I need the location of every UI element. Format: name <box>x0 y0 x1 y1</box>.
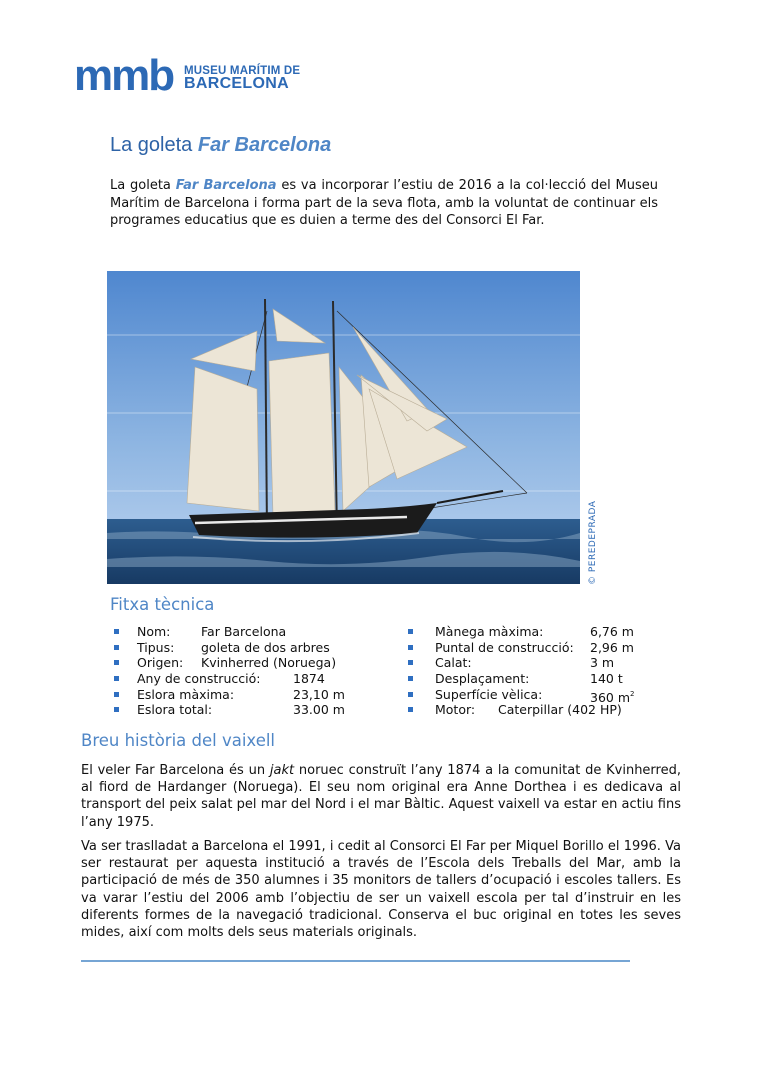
intro-before: La goleta <box>110 178 176 193</box>
spec-item <box>408 624 668 640</box>
bullet-icon <box>408 645 413 650</box>
bullet-icon <box>408 707 413 712</box>
spec-value: goleta de dos arbres <box>201 639 330 655</box>
spec-item <box>114 640 394 656</box>
title-ship-name: Far Barcelona <box>197 134 332 156</box>
spec-label: Tipus: <box>137 639 175 655</box>
spec-value-superscript: 2 <box>630 689 635 698</box>
bullet-icon <box>408 676 413 681</box>
logo-line1: MUSEU MARÍTIM DE <box>184 65 301 77</box>
spec-label: Desplaçament: <box>435 671 530 687</box>
title-prefix: La goleta <box>110 134 193 156</box>
bullet-icon <box>114 707 119 712</box>
photo-credit: © PEREDEPRADA <box>588 500 598 585</box>
spec-value-number: 360 m <box>590 689 631 705</box>
page-title <box>110 134 331 157</box>
spec-value: 33.00 m <box>293 702 345 718</box>
spec-value: Caterpillar (402 HP) <box>498 702 622 718</box>
spec-item <box>114 624 394 640</box>
spec-value: 1874 <box>293 671 325 687</box>
spec-item <box>408 655 668 671</box>
spec-label: Any de construcció: <box>137 671 261 687</box>
breu-historia-heading: Breu història del vaixell <box>81 731 276 750</box>
bullet-icon <box>408 692 413 697</box>
spec-label: Motor: <box>435 702 476 718</box>
spec-label: Eslora total: <box>137 702 213 718</box>
spec-value: Kvinherred (Noruega) <box>201 655 337 671</box>
spec-value: 2,96 m <box>590 639 634 655</box>
spec-value: 6,76 m <box>590 624 634 639</box>
spec-value: 3 m <box>590 655 615 671</box>
bullet-icon <box>114 660 119 665</box>
ship-photo <box>107 271 580 584</box>
spec-label: Superfície vèlica: <box>435 686 543 702</box>
history-p1-rest: noruec construït l’any 1874 a la comunitat de Kvinherred, al fiord de Hardanger (Noruega). El seu nom original era Anne Dorthea i es dedicava al transport del peix salat pel mar del Nord i el mar Bàltic. Aquest vaixell va estar en actiu fins l’any 1975. <box>81 763 681 830</box>
spec-label: Origen: <box>137 655 184 671</box>
spec-item <box>114 687 394 703</box>
history-p1-start: El veler Far Barcelona és un <box>81 763 270 778</box>
spec-item <box>114 655 394 671</box>
intro-ship-name: Far Barcelona <box>175 178 277 193</box>
fitxa-tecnica-heading: Fitxa tècnica <box>110 595 215 614</box>
intro-after: es va incorporar l’estiu de 2016 a la col·lecció del Museu Marítim de Barcelona i forma part de la seva flota, amb la voluntat de continuar els programes educatius que es duien a terme des del Consorci El Far. <box>110 178 659 228</box>
logo-acronym: mmb <box>74 51 174 100</box>
spec-label: Mànega màxima: <box>435 624 544 639</box>
spec-item <box>408 671 668 687</box>
intro-paragraph <box>110 177 658 230</box>
history-paragraph-2: Va ser traslladat a Barcelona el 1991, i cedit al Consorci El Far per Miquel Borillo el 1996. Va ser restaurat per aquesta institució a través de l’Escola dels Treballs del Mar, amb la participació de més de 350 alumnes i 35 monitors de tallers d’ocupació i escoles tallers. Es va varar l’estiu del 2006 amb l’objectiu de ser un vaixell escola per tal d’instruir en les diferents formes de la navegació tradicional. Conserva el buc original en totes les seves mides, així com molts dels seus materials originals. <box>81 839 681 941</box>
spec-item <box>408 687 668 703</box>
spec-item <box>114 671 394 687</box>
bullet-icon <box>408 660 413 665</box>
spec-label: Nom: <box>137 624 171 639</box>
spec-value: 23,10 m <box>293 686 345 702</box>
spec-item <box>114 702 394 718</box>
spec-item <box>408 640 668 656</box>
history-paragraph-1 <box>81 762 681 831</box>
section-divider <box>81 960 630 962</box>
specs-left-list <box>114 624 394 718</box>
spec-item <box>408 702 668 718</box>
spec-label: Puntal de construcció: <box>435 639 574 655</box>
history-p1-emphasis: jakt <box>269 763 295 778</box>
bullet-icon <box>114 676 119 681</box>
bullet-icon <box>114 692 119 697</box>
spec-value: Far Barcelona <box>201 624 287 639</box>
bullet-icon <box>408 629 413 634</box>
spec-label: Eslora màxima: <box>137 686 235 702</box>
spec-value: 140 t <box>590 671 623 687</box>
spec-label: Calat: <box>435 655 472 671</box>
specs-right-list <box>408 624 668 718</box>
bullet-icon <box>114 645 119 650</box>
bullet-icon <box>114 629 119 634</box>
logo-line2: BARCELONA <box>184 75 289 92</box>
